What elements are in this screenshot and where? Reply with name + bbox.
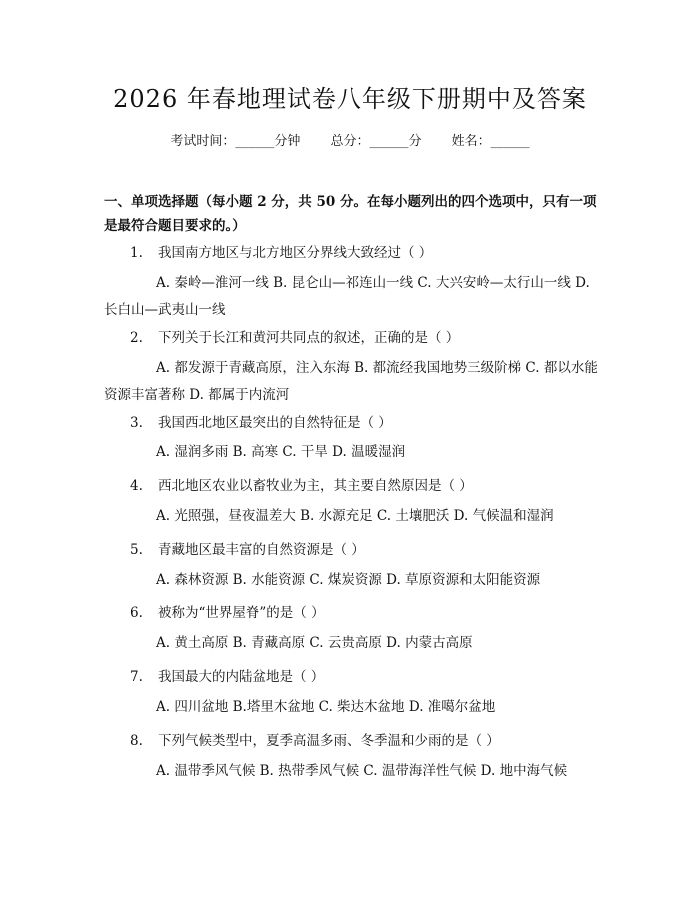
question-number: 7. [130,669,143,685]
question-number: 2. [130,330,143,346]
question-number: 6. [130,605,143,621]
total-score-field: 总分：______分 [330,134,422,149]
question-number: 8. [130,733,143,749]
section-heading: 一、单项选择题（每小题 2 分，共 50 分。在每小题列出的四个选项中，只有一项是最符合题目要求的。） [104,194,597,234]
question-7-options: A. 四川盆地 B.塔里木盆地 C. 柴达木盆地 D. 准噶尔盆地 [156,699,496,715]
question-6-options: A. 黄土高原 B. 青藏高原 C. 云贵高原 D. 内蒙古高原 [156,635,473,651]
question-6 [130,603,598,623]
question-5-options: A. 森林资源 B. 水能资源 C. 煤炭资源 D. 草原资源和太阳能资源 [156,572,541,588]
page-title: 2026 年春地理试卷八年级下册期中及答案 [113,85,587,113]
question-5 [130,540,598,560]
question-7 [130,667,598,687]
question-1-options: A. 秦岭—淮河一线 B. 昆仑山—祁连山一线 C. 大兴安岭—太行山一线 D. 长白山—武夷山一线 [104,275,590,318]
question-8-options: A. 温带季风气候 B. 热带季风气候 C. 温带海洋性气候 D. 地中海气候 [156,763,568,779]
question-3-options: A. 湿润多雨 B. 高寒 C. 干旱 D. 温暖湿润 [156,444,406,460]
question-2-options: A. 都发源于青藏高原，注入东海 B. 都流经我国地势三级阶梯 C. 都以水能资源丰富著称 D. 都属于内流河 [104,360,598,403]
student-name-field: 姓名：______ [451,134,530,149]
question-stem: 下列关于长江和黄河共同点的叙述，正确的是（ ） [158,330,460,346]
question-stem: 西北地区农业以畜牧业为主，其主要自然原因是（ ） [158,478,473,494]
exam-info-line [0,133,700,151]
question-stem: 青藏地区最丰富的自然资源是（ ） [158,542,365,558]
question-stem: 我国西北地区最突出的自然特征是（ ） [158,415,392,431]
question-3 [130,413,598,433]
question-stem: 我国南方地区与北方地区分界线大致经过（ ） [158,245,433,261]
question-4-options: A. 光照强，昼夜温差大 B. 水源充足 C. 土壤肥沃 D. 气候温和湿润 [156,508,554,524]
question-8 [130,731,598,751]
exam-time-field: 考试时间：______分钟 [170,134,301,149]
question-4 [130,476,598,496]
question-2 [130,328,598,348]
question-1 [130,243,598,263]
question-stem: 我国最大的内陆盆地是（ ） [158,669,325,685]
question-number: 5. [130,542,143,558]
question-number: 1. [130,245,143,261]
question-number: 3. [130,415,143,431]
question-number: 4. [130,478,143,494]
question-stem: 下列气候类型中，夏季高温多雨、冬季温和少雨的是（ ） [158,733,500,749]
question-stem: 被称为“世界屋脊”的是（ ） [158,605,325,621]
